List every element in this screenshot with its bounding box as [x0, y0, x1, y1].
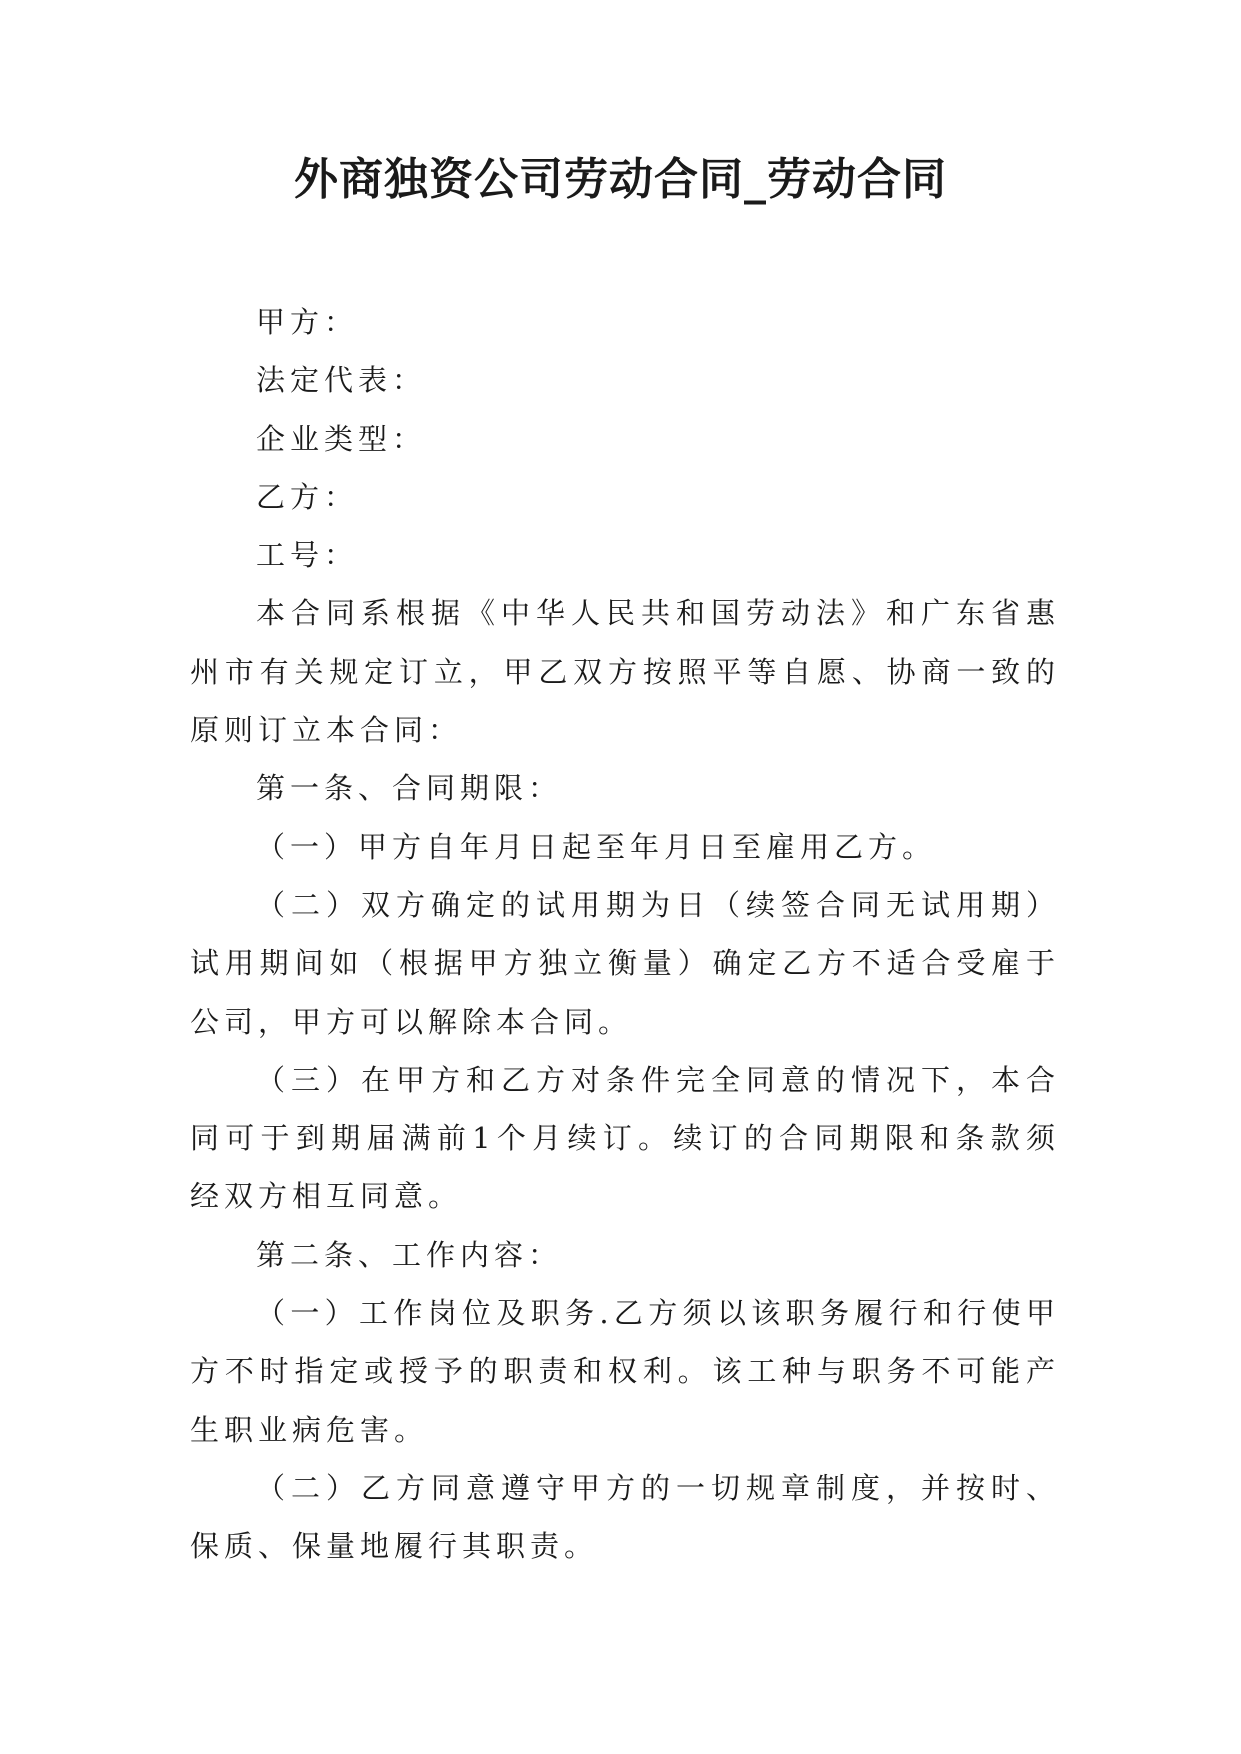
article-2-clause-1: （一）工作岗位及职务.乙方须以该职务履行和行使甲方不时指定或授予的职责和权利。该工种与职务不可能产生职业病危害。: [190, 1296, 1060, 1447]
field-party-b: 乙方：: [256, 479, 359, 514]
field-employee-number: 工号：: [256, 538, 359, 573]
article-1-clause-1: （一）甲方自年月日起至年月日至雇用乙方。: [256, 829, 937, 864]
preamble-paragraph: 本合同系根据《中华人民共和国劳动法》和广东省惠州市有关规定订立，甲乙双方按照平等自愿、协商一致的原则订立本合同：: [190, 596, 1060, 748]
field-legal-representative: 法定代表：: [256, 363, 427, 398]
article-2-heading: 第二条、工作内容：: [256, 1237, 563, 1272]
field-party-a: 甲方：: [256, 305, 359, 339]
document-body: [190, 293, 1060, 1576]
article-2-clause-2: （二）乙方同意遵守甲方的一切规章制度，并按时、保质、保量地履行其职责。: [190, 1470, 1060, 1564]
document-title: 外商独资公司劳动合同_劳动合同: [294, 154, 947, 205]
article-1-clause-2: （二）双方确定的试用期为日（续签合同无试用期）试用期间如（根据甲方独立衡量）确定乙方不适合受雇于公司，甲方可以解除本合同。: [190, 887, 1060, 1039]
article-1-heading: 第一条、合同期限：: [256, 771, 563, 806]
article-1-clause-3: （三）在甲方和乙方对条件完全同意的情况下，本合同可于到期届满前1个月续订。续订的合同期限和条款须经双方相互同意。: [190, 1062, 1060, 1214]
field-enterprise-type: 企业类型：: [256, 421, 427, 456]
